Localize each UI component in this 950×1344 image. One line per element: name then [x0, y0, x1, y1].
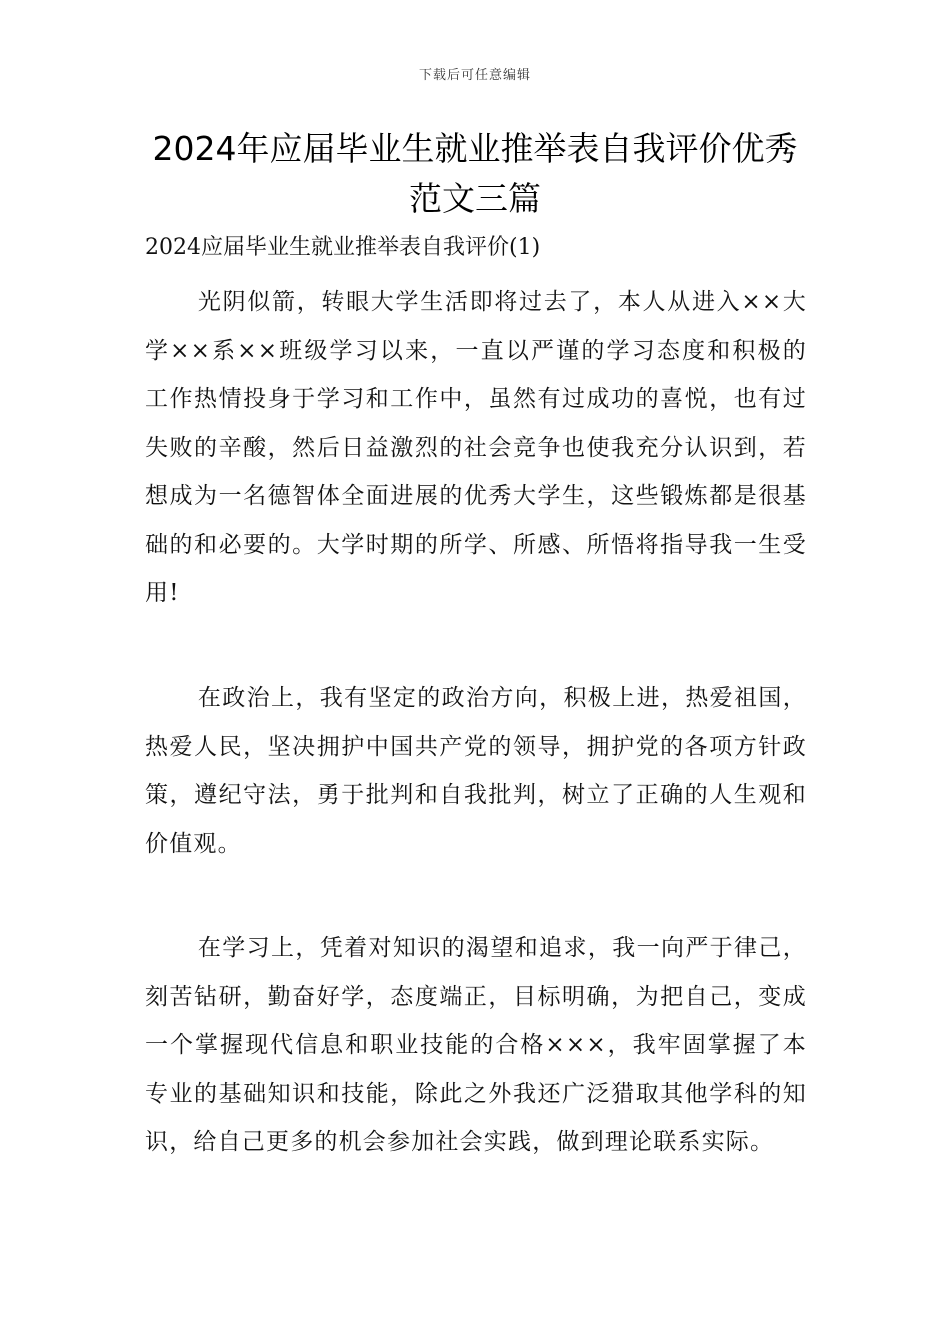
paragraph-study: 在学习上，凭着对知识的渴望和追求，我一向严于律己，刻苦钻研，勤奋好学，态度端正，目标明确，为把自己，变成一个掌握现代信息和职业技能的合格×××，我牢固掌握了本专业的基础知识和技能，除此之外我还广泛猎取其他学科的知识，给自己更多的机会参加社会实践，做到理论联系实际。 — [145, 935, 807, 1155]
section-title: 2024应届毕业生就业推举表自我评价(1) — [145, 235, 541, 260]
paragraph-politics: 在政治上，我有坚定的政治方向，积极上进，热爱祖国，热爱人民，坚决拥护中国共产党的领导，拥护党的各项方针政策，遵纪守法，勇于批判和自我批判，树立了正确的人生观和价值观。 — [145, 685, 807, 857]
page-header-note: 下载后可任意编辑 — [418, 68, 531, 83]
paragraph-intro: 光阴似箭，转眼大学生活即将过去了，本人从进入××大学××系××班级学习以来，一直以严谨的学习态度和积极的工作热情投身于学习和工作中，虽然有过成功的喜悦，也有过失败的辛酸，然后日益激烈的社会竞争也使我充分认识到，若想成为一名德智体全面进展的优秀大学生，这些锻炼都是很基础的和必要的。大学时期的所学、所感、所悟将指导我一生受用! — [145, 289, 807, 606]
document-title: 2024年应届毕业生就业推举表自我评价优秀范文三篇 — [152, 129, 798, 218]
